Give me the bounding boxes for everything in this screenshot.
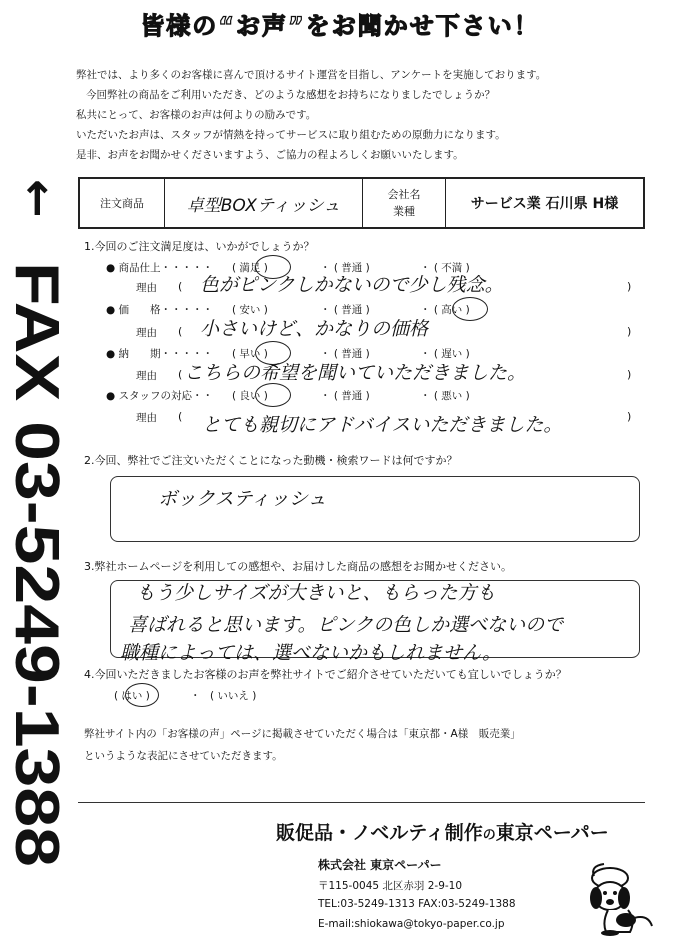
brand-tagline <box>276 818 609 845</box>
order-info-table <box>78 177 645 229</box>
publication-note: 弊社サイト内の「お客様の声」ページに掲載させていただく場合は「東京都・A様 販売業」 <box>84 728 521 740</box>
q4-yes-option: ( はい ) <box>114 690 150 702</box>
company-label-1: 会社名 <box>387 188 421 201</box>
answer-circle <box>452 297 488 321</box>
q1-option: ・ ( 普通 ) <box>320 304 370 316</box>
answer-circle <box>125 683 159 707</box>
question-1-title: 1.今回のご注文満足度は、いかがでしょうか？ <box>84 240 315 253</box>
footer-divider <box>78 802 645 803</box>
q3-handwritten-line: 職種によっては、選べないかもしれません。 <box>120 642 502 664</box>
brand-company: 東京ペーパー <box>495 822 609 844</box>
brand-no: の <box>482 828 496 843</box>
publication-note: というような表記にさせていただきます。 <box>84 750 283 762</box>
q1-option: ・ ( 普通 ) <box>320 390 370 402</box>
q1-item-label: ● スタッフの対応・・ <box>106 390 213 402</box>
up-arrow-icon: ↑ <box>18 172 57 226</box>
intro-line: いただいたお声は、スタッフが情熱を持ってサービスに取り組むための原動力になります。 <box>76 129 506 141</box>
handwritten-reason: 色がピンクしかないので少し残念。 <box>200 274 504 296</box>
page-title: 皆様の“お声”をお聞かせ下さい！ <box>140 12 540 40</box>
q1-item-label: ● 価 格・・・・・ <box>106 304 213 316</box>
question-3-title: 3.弊社ホームページを利用しての感想や、お届けした商品の感想をお聞かせください。 <box>84 560 513 573</box>
intro-line: 是非、お声をお聞かせくださいますよう、ご協力の程よろしくお願いいたします。 <box>76 149 464 161</box>
q4-separator: ・ <box>190 690 201 702</box>
company-label-2: 業種 <box>393 205 415 218</box>
q3-handwritten-line: 喜ばれると思います。ピンクの色しか選べないので <box>128 614 564 636</box>
fax-number-text: FAX 03-5249-1388 <box>2 262 71 786</box>
dog-mascot-icon <box>580 858 660 940</box>
q1-option: ・ ( 普通 ) <box>320 348 370 360</box>
company-address: 〒115-0045 北区赤羽 2-9-10 <box>318 880 463 892</box>
question-4-title: 4.今回いただきましたお客様のお声を弊社サイトでご紹介させていただいても宜しいでしょうか？ <box>84 668 567 681</box>
q1-option: ( 安い ) <box>232 304 268 316</box>
company-tel-fax: TEL:03-5249-1313 FAX:03-5249-1388 <box>318 898 516 910</box>
intro-line: 弊社では、より多くのお客様に喜んで頂けるサイト運営を目指し、アンケートを実施しております。 <box>76 69 547 81</box>
product-label: 注文商品 <box>80 179 165 227</box>
q2-handwritten-answer: ボックスティッシュ <box>158 488 327 510</box>
reason-label: 理由 <box>136 370 157 382</box>
company-value: サービス業 石川県 H様 <box>470 196 619 212</box>
answer-circle <box>255 383 291 407</box>
company-email[interactable]: E-mail:shiokawa@tokyo-paper.co.jp <box>318 918 505 930</box>
intro-line: 今回弊社の商品をご利用いただき、どのような感想をお持ちになりましたでしょうか？ <box>86 89 496 101</box>
reason-label: 理由 <box>136 327 157 339</box>
company-name: 株式会社 東京ペーパー <box>318 858 442 872</box>
q1-option: ( 満足 ) <box>232 262 268 274</box>
q1-item-label: ● 納 期・・・・・ <box>106 348 213 360</box>
brand-main: 販促品・ノベルティ制作 <box>276 822 483 844</box>
q1-option: ( 良い ) <box>232 390 268 402</box>
q1-item-label: ● 商品仕上・・・・・ <box>106 262 213 274</box>
reason-label: 理由 <box>136 282 157 294</box>
q1-option: ・ ( 遅い ) <box>420 348 470 360</box>
q1-option: ・ ( 不満 ) <box>420 262 470 274</box>
handwritten-reason: とても親切にアドバイスいただきました。 <box>202 414 563 436</box>
q1-option: ・ ( 普通 ) <box>320 262 370 274</box>
intro-line: 私共にとって、お客様のお声は何よりの励みです。 <box>76 109 317 121</box>
reason-label: 理由 <box>136 412 157 424</box>
fax-number-vertical <box>2 262 72 872</box>
product-value: 卓型BOXティッシュ <box>165 179 363 227</box>
q1-option: ・ ( 悪い ) <box>420 390 470 402</box>
q1-option: ( 早い ) <box>232 348 268 360</box>
handwritten-reason: こちらの希望を聞いていただきました。 <box>184 362 527 384</box>
company-label <box>363 179 446 227</box>
q3-handwritten-line: もう少しサイズが大きいと、もらった方も <box>136 582 496 604</box>
q1-option: ・ ( 高い ) <box>420 304 470 316</box>
handwritten-reason: 小さいけど、かなりの価格 <box>200 318 429 340</box>
q4-no-option: ( いいえ ) <box>210 690 257 702</box>
question-2-title: 2.今回、弊社でご注文いただくことになった動機・検索ワードは何ですか？ <box>84 454 458 467</box>
